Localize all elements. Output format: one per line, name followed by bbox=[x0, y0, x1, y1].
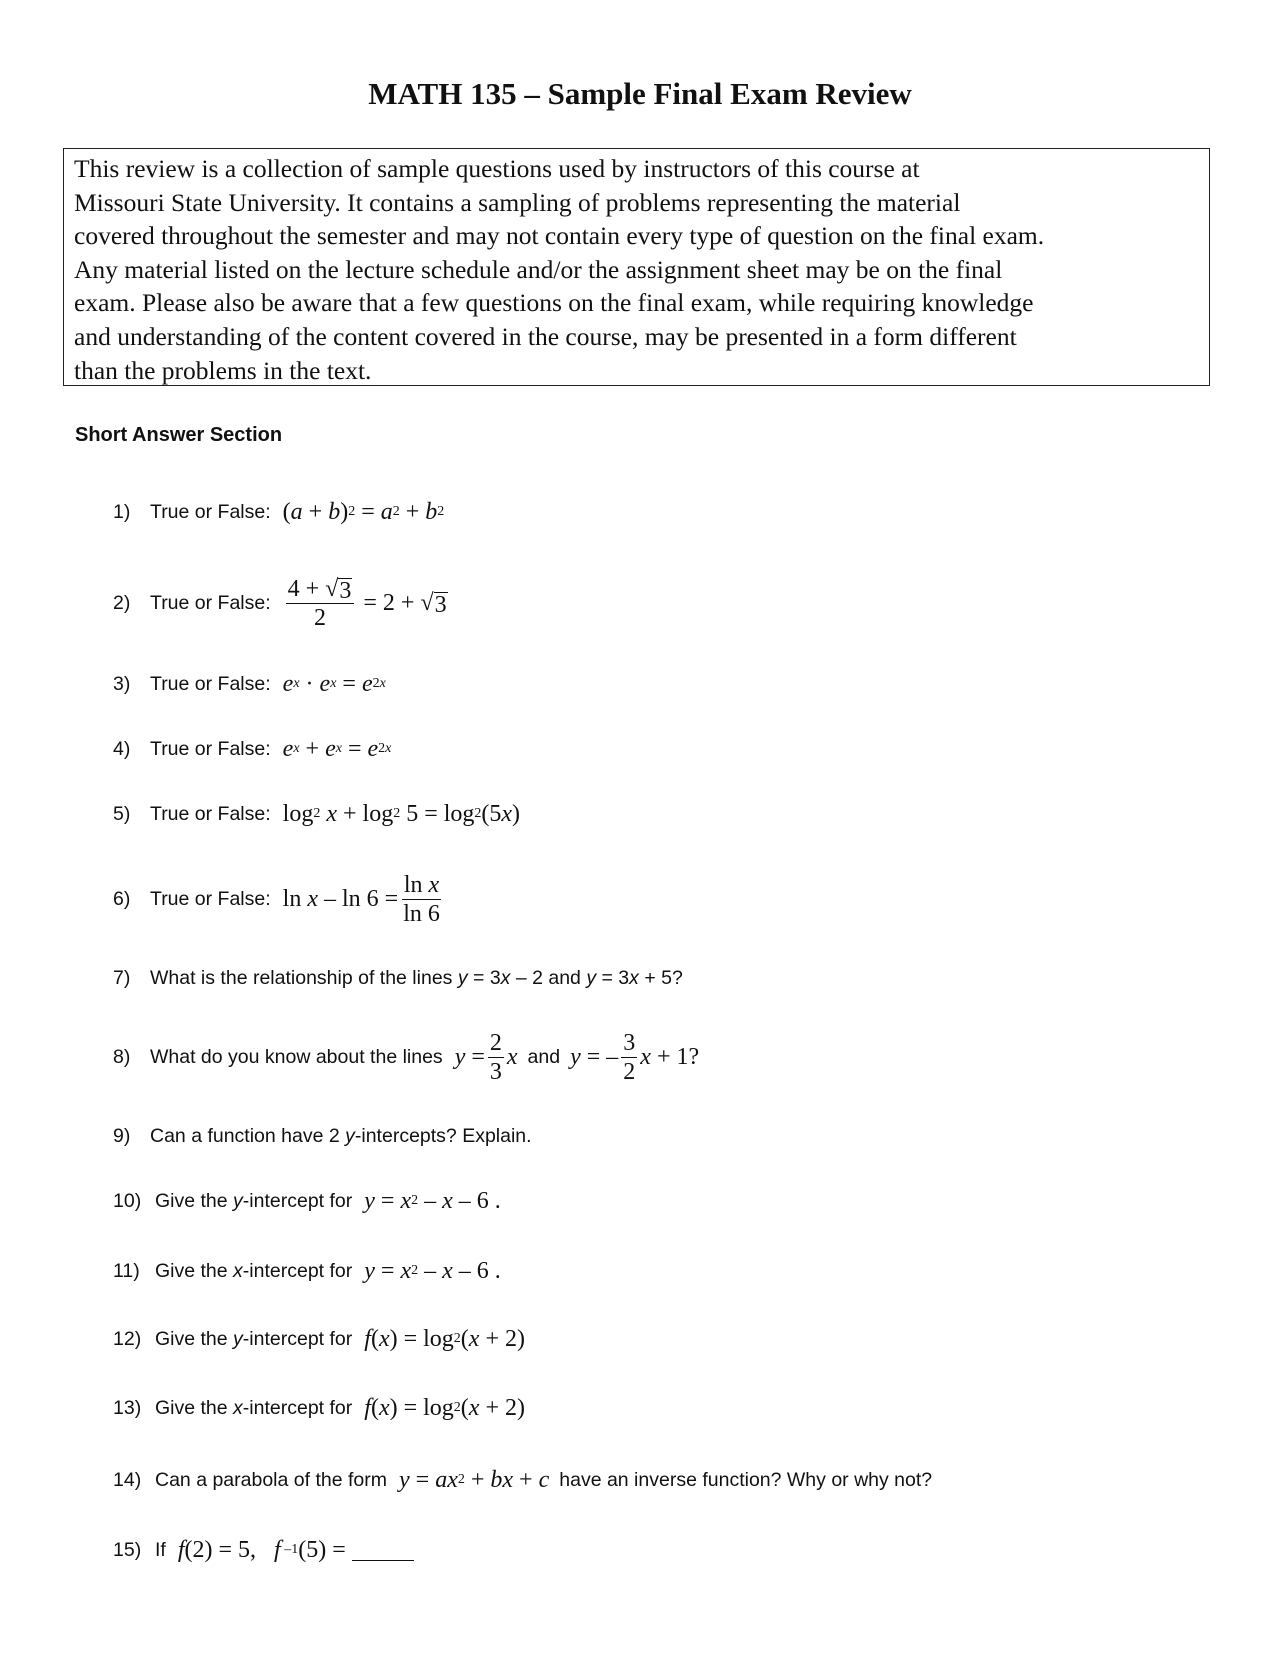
question-6 bbox=[0, 869, 1280, 929]
question-prompt: Give the x-intercept for bbox=[155, 1396, 353, 1419]
question-1 bbox=[0, 482, 1280, 542]
question-2 bbox=[0, 573, 1280, 633]
question-number: 13) bbox=[113, 1396, 142, 1419]
question-prompt-tail: have an inverse function? Why or why not? bbox=[559, 1468, 933, 1491]
intro-line: Missouri State University. It contains a sampling of problems representing the material bbox=[74, 187, 961, 217]
question-prompt: Can a parabola of the form bbox=[155, 1468, 387, 1491]
question-prompt: Give the y-intercept for bbox=[155, 1327, 353, 1350]
question-prompt: True or False: bbox=[150, 737, 271, 760]
question-8 bbox=[0, 1027, 1280, 1087]
question-10 bbox=[0, 1171, 1280, 1231]
question-prompt: Can a function have 2 y-intercepts? Explain. bbox=[150, 1124, 532, 1147]
question-number: 2) bbox=[113, 591, 131, 614]
intro-line: covered throughout the semester and may not contain every type of question on the final exam. bbox=[74, 221, 1045, 251]
question-7 bbox=[0, 948, 1280, 1008]
question-4-formula: e x + e x = e 2x bbox=[282, 735, 392, 762]
question-prompt: True or False: bbox=[150, 887, 271, 910]
question-prompt: True or False: bbox=[150, 591, 271, 614]
intro-line: exam. Please also be aware that a few questions on the final exam, while requiring knowledge bbox=[74, 288, 1034, 318]
question-6-formula: ln x – ln 6 = $\frac{\text{ln x}}{\ln 6}$ bbox=[282, 871, 440, 927]
question-number: 3) bbox=[113, 672, 131, 695]
question-prompt: What do you know about the lines bbox=[150, 1045, 443, 1068]
answer-blank[interactable] bbox=[352, 1540, 414, 1561]
question-prompt: Give the x-intercept for bbox=[155, 1259, 353, 1282]
section-heading: Short Answer Section bbox=[75, 424, 283, 446]
page-title: MATH 135 – Sample Final Exam Review bbox=[368, 76, 912, 111]
question-3-formula: e x · e x = e 2x bbox=[282, 670, 386, 697]
question-15-formula: f (2) = 5, f –1 (5) = bbox=[177, 1536, 346, 1563]
question-11-formula: y = x 2 – x – 6 . bbox=[364, 1257, 501, 1284]
question-number: 9) bbox=[113, 1124, 131, 1147]
question-5-formula: log 2 x + log 2 5 = log 2 (5 x ) bbox=[282, 800, 521, 827]
question-number: 12) bbox=[113, 1327, 142, 1350]
question-9 bbox=[0, 1106, 1280, 1166]
question-prompt: True or False: bbox=[150, 802, 271, 825]
question-prompt: Give the y-intercept for bbox=[155, 1189, 353, 1212]
intro-line: Any material listed on the lecture schedule and/or the assignment sheet may be on the final bbox=[74, 254, 1003, 284]
question-2-formula: 4 + √ 3 2 = 2 + √ 3 bbox=[287, 575, 447, 631]
question-4 bbox=[0, 719, 1280, 779]
question-prompt: If bbox=[155, 1538, 166, 1561]
question-prompt: What is the relationship of the lines y = 3x – 2 and y = 3x + 5? bbox=[150, 966, 683, 989]
question-8-formula-a: y = $\frac{2}{3}$ x bbox=[454, 1029, 518, 1085]
question-number: 1) bbox=[113, 500, 131, 523]
question-number: 14) bbox=[113, 1468, 142, 1491]
question-12 bbox=[0, 1309, 1280, 1369]
question-number: 15) bbox=[113, 1538, 142, 1561]
question-number: 8) bbox=[113, 1045, 131, 1068]
question-8-connector: and bbox=[527, 1045, 561, 1068]
question-14-formula: y = ax 2 + bx + c bbox=[398, 1466, 550, 1493]
question-10-formula: y = x 2 – x – 6 . bbox=[364, 1187, 501, 1214]
intro-line: and understanding of the content covered in the course, may be presented in a form different bbox=[74, 321, 1017, 351]
question-number: 10) bbox=[113, 1189, 142, 1212]
question-12-formula: f ( x ) = log 2 ( x + 2) bbox=[364, 1325, 525, 1352]
question-prompt: True or False: bbox=[150, 672, 271, 695]
question-number: 4) bbox=[113, 737, 131, 760]
question-13-formula: f ( x ) = log 2 ( x + 2) bbox=[364, 1394, 525, 1421]
question-13 bbox=[0, 1378, 1280, 1438]
intro-line: This review is a collection of sample questions used by instructors of this course at bbox=[74, 154, 920, 183]
question-8-formula-b: y = – $\frac{3}{2}$ x + 1? bbox=[570, 1029, 700, 1085]
intro-box bbox=[63, 148, 1210, 386]
question-15 bbox=[0, 1520, 1280, 1580]
question-3 bbox=[0, 654, 1280, 714]
question-number: 5) bbox=[113, 802, 131, 825]
question-number: 11) bbox=[113, 1259, 140, 1282]
question-number: 6) bbox=[113, 887, 131, 910]
question-5 bbox=[0, 784, 1280, 844]
question-11 bbox=[0, 1241, 1280, 1301]
intro-line: than the problems in the text. bbox=[74, 355, 372, 385]
question-14 bbox=[0, 1450, 1280, 1510]
question-1-formula: ( a + b ) 2 = a 2 + b 2 bbox=[282, 498, 445, 525]
question-prompt: True or False: bbox=[150, 500, 271, 523]
question-number: 7) bbox=[113, 966, 131, 989]
